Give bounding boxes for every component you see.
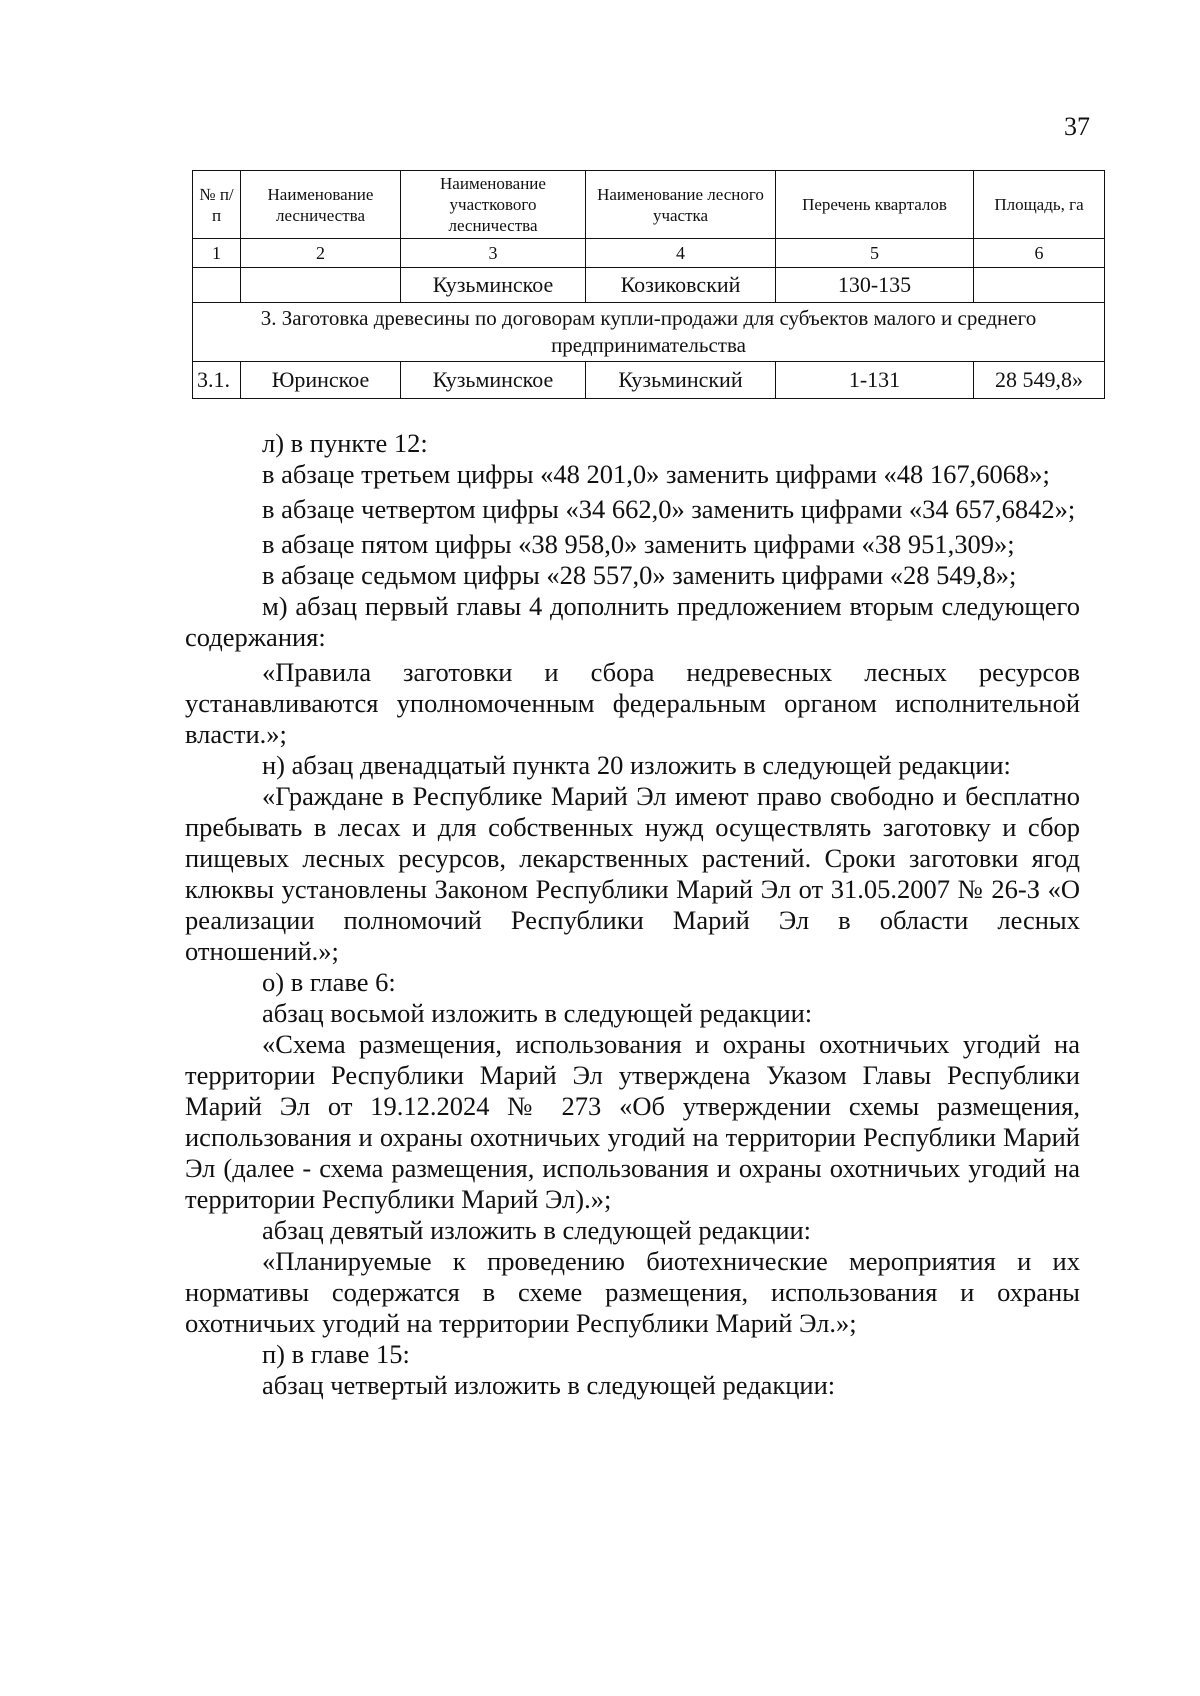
column-number-cell: 5 <box>776 239 974 268</box>
table-cell: Кузьминское <box>401 268 586 303</box>
table-cell: 130-135 <box>776 268 974 303</box>
paragraph: в абзаце четвертом цифры «34 662,0» заменить цифрами «34 657,6842»; <box>262 494 1076 524</box>
paragraph: абзац четвертый изложить в следующей редакции: <box>262 1370 836 1400</box>
paragraph: п) в главе 15: <box>262 1339 410 1369</box>
table-cell: Козиковский <box>586 268 776 303</box>
document-body <box>185 428 1080 1401</box>
table-cell: 3.1. <box>193 362 241 399</box>
table-cell: 28 549,8» <box>974 362 1105 399</box>
table-cell: Кузьминский <box>586 362 776 399</box>
paragraph: «Схема размещения, использования и охраны охотничьих угодий на территории Республики Марий Эл утверждена Указом Главы Республики Марий Эл от 19.12.2024 № 273 «Об утверждении схемы размещения, использования и охраны охотничьих угодий на территории Республики Марий Эл (далее - схема размещения, использования и охраны охотничьих угодий на территории Республики Марий Эл).»; <box>185 1029 1080 1214</box>
forest-table <box>192 170 1105 399</box>
header-cell: Площадь, га <box>974 171 1105 239</box>
table-cell: Юринское <box>241 362 401 399</box>
table-cell <box>241 268 401 303</box>
column-number-cell: 6 <box>974 239 1105 268</box>
table-row <box>193 362 1105 399</box>
table-cell <box>193 268 241 303</box>
header-cell: Наименование участкового лесничества <box>401 171 586 239</box>
paragraph: м) абзац первый главы 4 дополнить предложением вторым следующего содержания: <box>185 591 1080 652</box>
table-cell <box>974 268 1105 303</box>
table-row <box>193 268 1105 303</box>
header-cell: Перечень кварталов <box>776 171 974 239</box>
paragraph: «Граждане в Республике Марий Эл имеют право свободно и бесплатно пребывать в лесах и для собственных нужд осуществлять заготовку и сбор пищевых лесных ресурсов, лекарственных растений. Сроки заготовки ягод клюквы установлены Законом Республики Марий Эл от 31.05.2007 № 26-З «О реализации полномочий Республики Марий Эл в области лесных отношений.»; <box>185 781 1080 966</box>
column-number-cell: 1 <box>193 239 241 268</box>
paragraph: абзац девятый изложить в следующей редакции: <box>262 1215 812 1245</box>
table-header-row <box>193 171 1105 239</box>
paragraph: в абзаце третьем цифры «48 201,0» заменить цифрами «48 167,6068»; <box>262 459 1050 489</box>
paragraph: в абзаце седьмом цифры «28 557,0» заменить цифрами «28 549,8»; <box>262 560 1017 590</box>
paragraph: в абзаце пятом цифры «38 958,0» заменить цифрами «38 951,309»; <box>262 529 1015 559</box>
column-number-cell: 4 <box>586 239 776 268</box>
section-title: 3. Заготовка древесины по договорам купли-продажи для субъектов малого и среднего предпринимательства <box>193 303 1105 362</box>
table-cell: Кузьминское <box>401 362 586 399</box>
paragraph: «Правила заготовки и сбора недревесных лесных ресурсов устанавливаются уполномоченным федеральным органом исполнительной власти.»; <box>185 657 1080 749</box>
header-cell: Наименование лесничества <box>241 171 401 239</box>
table-cell: 1-131 <box>776 362 974 399</box>
column-number-cell: 2 <box>241 239 401 268</box>
paragraph: абзац восьмой изложить в следующей редакции: <box>262 998 813 1028</box>
page-number: 37 <box>1064 112 1090 141</box>
section-row <box>193 303 1105 362</box>
paragraph: л) в пункте 12: <box>262 428 428 458</box>
paragraph: «Планируемые к проведению биотехнические мероприятия и их нормативы содержатся в схеме размещения, использования и охраны охотничьих угодий на территории Республики Марий Эл.»; <box>185 1246 1080 1338</box>
paragraph: о) в главе 6: <box>262 967 396 997</box>
header-cell: Наименование лесного участка <box>586 171 776 239</box>
paragraph: н) абзац двенадцатый пункта 20 изложить в следующей редакции: <box>262 750 1011 780</box>
column-number-cell: 3 <box>401 239 586 268</box>
column-number-row <box>193 239 1105 268</box>
header-cell: № п/п <box>193 171 241 239</box>
